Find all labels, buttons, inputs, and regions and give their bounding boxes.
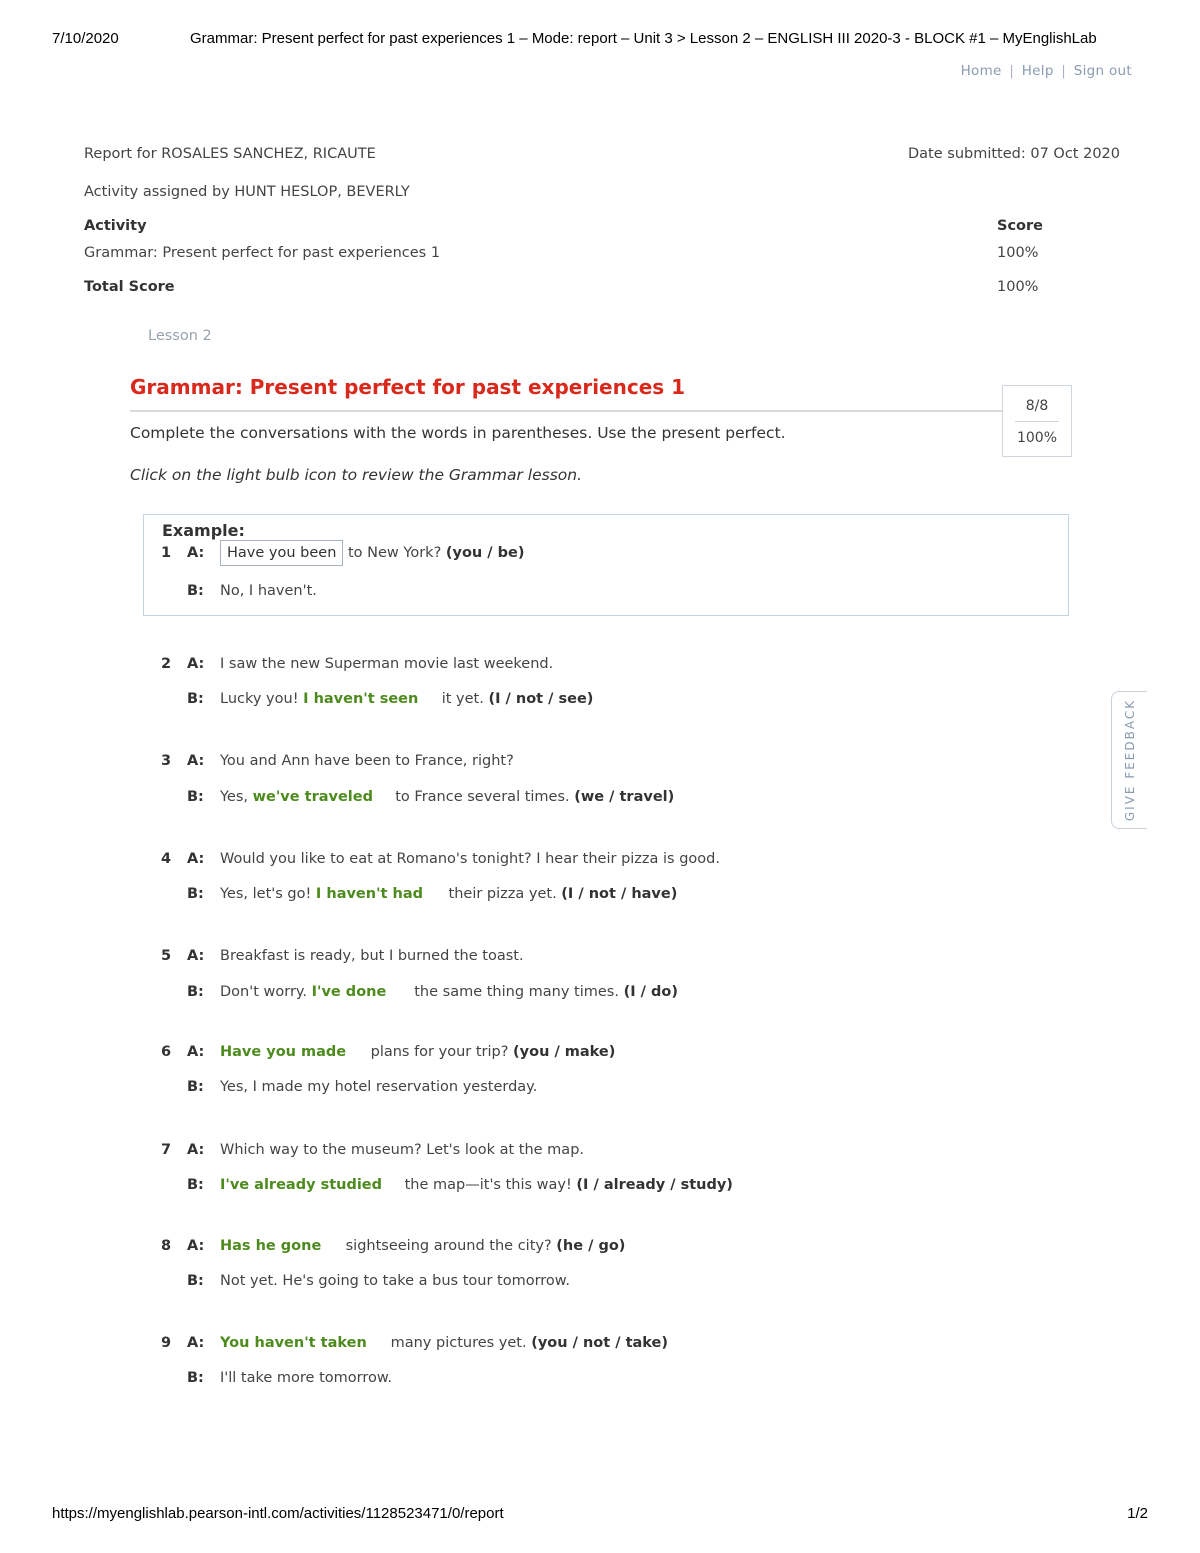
line-text: Yes, <box>220 789 249 805</box>
report-for: Report for ROSALES SANCHEZ, RICAUTE <box>84 146 376 162</box>
score-table-row <box>84 245 1044 275</box>
speaker-a: A: <box>187 948 205 964</box>
line-text: Which way to the museum? Let's look at the map. <box>220 1142 585 1158</box>
word-hint: (you / not / take) <box>531 1335 669 1351</box>
word-hint: (he / go) <box>556 1238 626 1254</box>
example-answer-box: Have you been <box>220 540 343 566</box>
speaker-b: B: <box>187 1273 204 1289</box>
print-header <box>52 30 1148 50</box>
line-text: You and Ann have been to France, right? <box>220 753 514 769</box>
speaker-b: B: <box>187 886 204 902</box>
line-text: many pictures yet. <box>390 1335 527 1351</box>
question-number: 8 <box>161 1238 172 1254</box>
answer: Has he gone <box>220 1238 322 1254</box>
home-link[interactable]: Home <box>960 63 1002 79</box>
word-hint: (I / not / see) <box>488 691 594 707</box>
help-link[interactable]: Help <box>1021 63 1054 79</box>
assigned-by: Activity assigned by HUNT HESLOP, BEVERLY <box>84 184 410 200</box>
lesson-label: Lesson 2 <box>148 328 212 344</box>
line-text: the same thing many times. <box>414 984 619 1000</box>
line-text: plans for your trip? <box>370 1044 509 1060</box>
speaker-b: B: <box>187 691 204 707</box>
line-text: their pizza yet. <box>448 886 557 902</box>
top-nav <box>961 63 1132 79</box>
question-number: 2 <box>161 656 172 672</box>
print-date: 7/10/2020 <box>52 30 119 47</box>
score-table <box>84 218 1044 309</box>
line-text: I'll take more tomorrow. <box>220 1370 392 1386</box>
word-hint: (we / travel) <box>574 789 675 805</box>
activity-title: Grammar: Present perfect for past experiences 1 <box>130 375 686 399</box>
print-title: Grammar: Present perfect for past experiences 1 – Mode: report – Unit 3 > Lesson 2 – ENGLISH III 2020-3 - BLOCK #1 – MyEnglishLab <box>190 30 1097 47</box>
speaker-a: A: <box>187 1044 205 1060</box>
question-number: 9 <box>161 1335 172 1351</box>
speaker-b: B: <box>187 1177 204 1193</box>
line-text: to New York? <box>348 545 442 561</box>
question-number: 5 <box>161 948 172 964</box>
score-percent: 100% <box>1016 430 1058 446</box>
speaker-b: B: <box>187 1079 204 1095</box>
line-text: Lucky you! <box>220 691 299 707</box>
speaker-b: B: <box>187 583 204 599</box>
answer: I've done <box>311 984 387 1000</box>
give-feedback-label: GIVE FEEDBACK <box>1122 698 1137 822</box>
line-text: Breakfast is ready, but I burned the toast. <box>220 948 524 964</box>
speaker-a: A: <box>187 545 205 561</box>
speaker-a: A: <box>187 1142 205 1158</box>
print-footer <box>52 1505 1148 1525</box>
speaker-b: B: <box>187 984 204 1000</box>
question-number: 7 <box>161 1142 172 1158</box>
line-text: Not yet. He's going to take a bus tour tomorrow. <box>220 1273 570 1289</box>
total-score-label: Total Score <box>84 279 175 295</box>
total-score-row <box>84 279 1044 309</box>
activity-score-box <box>1002 385 1072 457</box>
answer: I've already studied <box>220 1177 383 1193</box>
print-url: https://myenglishlab.pearson-intl.com/activities/1128523471/0/report <box>52 1505 504 1522</box>
speaker-a: A: <box>187 1238 205 1254</box>
word-hint: (I / already / study) <box>576 1177 733 1193</box>
line-text: No, I haven't. <box>220 583 317 599</box>
answer: I haven't had <box>315 886 423 902</box>
speaker-a: A: <box>187 656 205 672</box>
line-text: sightseeing around the city? <box>345 1238 552 1254</box>
word-hint: (I / not / have) <box>561 886 678 902</box>
score-table-header <box>84 218 1044 248</box>
question-number: 3 <box>161 753 172 769</box>
answer: Have you made <box>220 1044 347 1060</box>
answer: we've traveled <box>252 789 373 805</box>
instructions: Complete the conversations with the words in parentheses. Use the present perfect. <box>130 424 786 442</box>
nav-separator: | <box>1061 63 1067 79</box>
line-text: it yet. <box>441 691 484 707</box>
grammar-hint <box>130 466 582 484</box>
page-number: 1/2 <box>1127 1505 1148 1522</box>
speaker-a: A: <box>187 1335 205 1351</box>
give-feedback-tab[interactable] <box>1111 691 1147 829</box>
answer: You haven't taken <box>220 1335 367 1351</box>
speaker-a: A: <box>187 753 205 769</box>
sign-out-link[interactable]: Sign out <box>1073 63 1132 79</box>
speaker-b: B: <box>187 1370 204 1386</box>
speaker-b: B: <box>187 789 204 805</box>
example-label: Example: <box>162 521 245 540</box>
question-number: 6 <box>161 1044 172 1060</box>
score-column-header: Score <box>997 218 1043 234</box>
word-hint: (I / do) <box>623 984 678 1000</box>
line-text: I saw the new Superman movie last weekend. <box>220 656 554 672</box>
answer: I haven't seen <box>303 691 419 707</box>
question-number: 1 <box>161 545 172 561</box>
date-submitted: Date submitted: 07 Oct 2020 <box>908 146 1120 162</box>
score-divider <box>1015 421 1059 422</box>
word-hint: (you / make) <box>513 1044 616 1060</box>
line-text: Yes, I made my hotel reservation yesterday. <box>220 1079 538 1095</box>
line-text: Don't worry. <box>220 984 308 1000</box>
nav-separator: | <box>1009 63 1015 79</box>
line-text: Would you like to eat at Romano's tonight? I hear their pizza is good. <box>220 851 720 867</box>
line-text: the map—it's this way! <box>404 1177 572 1193</box>
grammar-hint-text: Click on the light bulb icon to review the Grammar lesson. <box>130 466 583 484</box>
question-number: 4 <box>161 851 172 867</box>
speaker-a: A: <box>187 851 205 867</box>
activity-name: Grammar: Present perfect for past experiences 1 <box>84 245 441 261</box>
title-divider <box>130 410 1002 412</box>
line-text: to France several times. <box>395 789 570 805</box>
line-text: Yes, let's go! <box>220 886 312 902</box>
activity-score: 100% <box>997 245 1039 261</box>
word-hint: (you / be) <box>445 545 525 561</box>
total-score-value: 100% <box>997 279 1039 295</box>
activity-column-header: Activity <box>84 218 147 234</box>
score-fraction: 8/8 <box>1025 398 1049 414</box>
